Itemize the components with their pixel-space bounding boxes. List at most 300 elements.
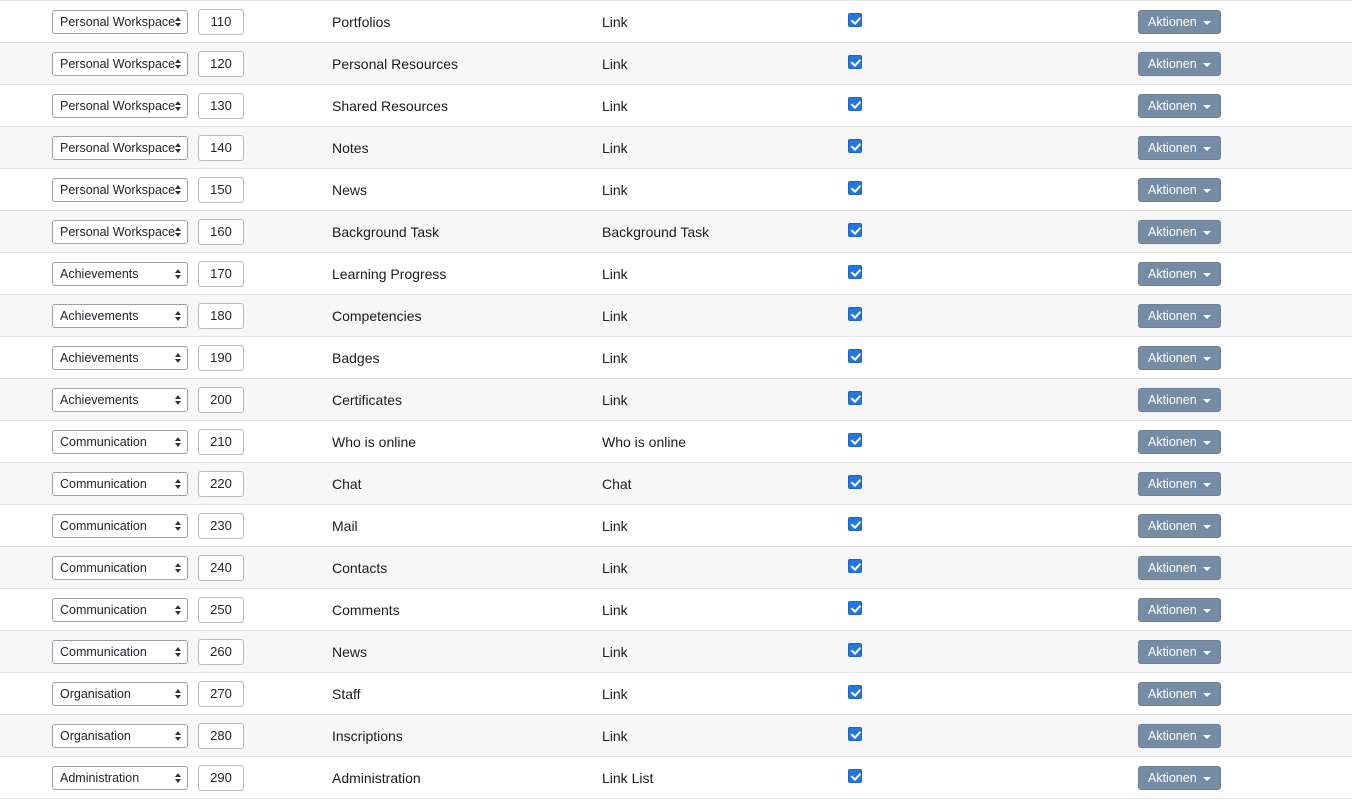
chevron-down-icon	[1203, 357, 1211, 361]
position-cell	[198, 715, 332, 757]
parent-select-value: Personal Workspace	[60, 14, 176, 29]
item-type: Link	[602, 643, 628, 660]
actions-button-label: Aktionen	[1148, 350, 1197, 365]
item-type: Link	[602, 517, 628, 534]
item-title: Who is online	[332, 433, 417, 450]
actions-dropdown-button[interactable]	[1138, 136, 1221, 160]
active-checkbox[interactable]	[848, 55, 862, 69]
actions-cell	[1138, 589, 1352, 631]
table-row	[0, 757, 1352, 799]
parent-select[interactable]	[52, 52, 188, 76]
title-cell	[332, 127, 602, 169]
actions-dropdown-button[interactable]	[1138, 472, 1221, 496]
actions-cell	[1138, 505, 1352, 547]
actions-dropdown-button[interactable]	[1138, 598, 1221, 622]
actions-dropdown-button[interactable]	[1138, 262, 1221, 286]
type-cell	[602, 589, 848, 631]
actions-button-label: Aktionen	[1148, 14, 1197, 29]
active-cell	[848, 85, 1138, 127]
position-input[interactable]	[198, 597, 244, 623]
parent-select-value: Communication	[60, 644, 147, 659]
position-cell	[198, 379, 332, 421]
parent-cell	[52, 379, 198, 421]
parent-select-value: Personal Workspace	[60, 140, 176, 155]
chevron-down-icon	[1203, 777, 1211, 781]
active-checkbox[interactable]	[848, 517, 862, 531]
active-checkbox[interactable]	[848, 181, 862, 195]
row-gutter	[0, 169, 52, 211]
parent-select[interactable]	[52, 514, 188, 538]
actions-cell	[1138, 463, 1352, 505]
table-row	[0, 337, 1352, 379]
select-updown-arrows-icon	[175, 311, 181, 321]
actions-cell	[1138, 253, 1352, 295]
position-input[interactable]	[198, 93, 244, 119]
title-cell	[332, 379, 602, 421]
active-cell	[848, 547, 1138, 589]
type-cell	[602, 505, 848, 547]
actions-button-label: Aktionen	[1148, 434, 1197, 449]
title-cell	[332, 43, 602, 85]
select-updown-arrows-icon	[175, 689, 181, 699]
active-cell	[848, 211, 1138, 253]
table-row	[0, 631, 1352, 673]
chevron-down-icon	[1203, 273, 1211, 277]
row-gutter	[0, 421, 52, 463]
item-type: Link	[602, 685, 628, 702]
chevron-down-icon	[1203, 399, 1211, 403]
item-type: Link	[602, 307, 628, 324]
title-cell	[332, 1, 602, 43]
item-type: Link	[602, 727, 628, 744]
parent-select-value: Personal Workspace	[60, 224, 176, 239]
active-cell	[848, 757, 1138, 799]
parent-select[interactable]	[52, 262, 188, 286]
title-cell	[332, 253, 602, 295]
active-checkbox[interactable]	[848, 643, 862, 657]
parent-select-value: Achievements	[60, 392, 139, 407]
parent-select-value: Communication	[60, 560, 147, 575]
position-input[interactable]	[198, 135, 244, 161]
row-gutter	[0, 127, 52, 169]
active-cell	[848, 43, 1138, 85]
position-input[interactable]	[198, 765, 244, 791]
active-cell	[848, 295, 1138, 337]
item-title: Certificates	[332, 391, 403, 408]
type-cell	[602, 211, 848, 253]
type-cell	[602, 715, 848, 757]
table-row	[0, 673, 1352, 715]
select-updown-arrows-icon	[175, 101, 181, 111]
row-gutter	[0, 589, 52, 631]
type-cell	[602, 379, 848, 421]
row-gutter	[0, 673, 52, 715]
parent-select[interactable]	[52, 430, 188, 454]
row-gutter	[0, 85, 52, 127]
actions-cell	[1138, 211, 1352, 253]
item-title: Competencies	[332, 307, 422, 324]
item-title: Inscriptions	[332, 727, 403, 744]
position-cell	[198, 421, 332, 463]
position-cell	[198, 169, 332, 211]
parent-cell	[52, 211, 198, 253]
actions-button-label: Aktionen	[1148, 56, 1197, 71]
chevron-down-icon	[1203, 231, 1211, 235]
select-updown-arrows-icon	[175, 185, 181, 195]
item-title: Notes	[332, 139, 369, 156]
select-updown-arrows-icon	[175, 353, 181, 363]
row-gutter	[0, 757, 52, 799]
position-input[interactable]	[198, 51, 244, 77]
active-cell	[848, 463, 1138, 505]
title-cell	[332, 169, 602, 211]
table-body	[0, 1, 1352, 799]
actions-button-label: Aktionen	[1148, 182, 1197, 197]
position-cell	[198, 505, 332, 547]
position-cell	[198, 253, 332, 295]
active-cell	[848, 379, 1138, 421]
actions-button-label: Aktionen	[1148, 560, 1197, 575]
parent-select[interactable]	[52, 94, 188, 118]
active-cell	[848, 127, 1138, 169]
select-updown-arrows-icon	[175, 59, 181, 69]
actions-dropdown-button[interactable]	[1138, 766, 1221, 790]
parent-select[interactable]	[52, 472, 188, 496]
table-row	[0, 295, 1352, 337]
row-gutter	[0, 1, 52, 43]
table-row	[0, 85, 1352, 127]
chevron-down-icon	[1203, 567, 1211, 571]
position-cell	[198, 43, 332, 85]
chevron-down-icon	[1203, 651, 1211, 655]
row-gutter	[0, 379, 52, 421]
title-cell	[332, 757, 602, 799]
select-updown-arrows-icon	[175, 17, 181, 27]
table-row	[0, 379, 1352, 421]
select-updown-arrows-icon	[175, 269, 181, 279]
parent-select-value: Organisation	[60, 728, 131, 743]
actions-dropdown-button[interactable]	[1138, 178, 1221, 202]
position-cell	[198, 547, 332, 589]
chevron-down-icon	[1203, 441, 1211, 445]
actions-cell	[1138, 421, 1352, 463]
actions-dropdown-button[interactable]	[1138, 640, 1221, 664]
actions-button-label: Aktionen	[1148, 728, 1197, 743]
active-checkbox[interactable]	[848, 265, 862, 279]
title-cell	[332, 337, 602, 379]
position-input[interactable]	[198, 513, 244, 539]
table-row	[0, 421, 1352, 463]
title-cell	[332, 631, 602, 673]
table-row	[0, 715, 1352, 757]
chevron-down-icon	[1203, 147, 1211, 151]
type-cell	[602, 757, 848, 799]
type-cell	[602, 43, 848, 85]
actions-cell	[1138, 379, 1352, 421]
parent-select-value: Personal Workspace	[60, 182, 176, 197]
parent-cell	[52, 127, 198, 169]
parent-select[interactable]	[52, 10, 188, 34]
parent-cell	[52, 589, 198, 631]
item-title: Staff	[332, 685, 361, 702]
actions-dropdown-button[interactable]	[1138, 556, 1221, 580]
select-updown-arrows-icon	[175, 395, 181, 405]
item-title: Administration	[332, 769, 421, 786]
title-cell	[332, 715, 602, 757]
actions-dropdown-button[interactable]	[1138, 304, 1221, 328]
active-checkbox[interactable]	[848, 685, 862, 699]
chevron-down-icon	[1203, 63, 1211, 67]
type-cell	[602, 1, 848, 43]
item-title: Shared Resources	[332, 97, 448, 114]
actions-dropdown-button[interactable]	[1138, 682, 1221, 706]
active-checkbox[interactable]	[848, 13, 862, 27]
parent-cell	[52, 253, 198, 295]
active-checkbox[interactable]	[848, 349, 862, 363]
table-row	[0, 547, 1352, 589]
table-row	[0, 211, 1352, 253]
position-input[interactable]	[198, 303, 244, 329]
position-cell	[198, 127, 332, 169]
actions-cell	[1138, 295, 1352, 337]
actions-button-label: Aktionen	[1148, 602, 1197, 617]
row-gutter	[0, 463, 52, 505]
position-input[interactable]	[198, 555, 244, 581]
position-input[interactable]	[198, 723, 244, 749]
title-cell	[332, 589, 602, 631]
select-updown-arrows-icon	[175, 521, 181, 531]
actions-dropdown-button[interactable]	[1138, 52, 1221, 76]
parent-select-value: Achievements	[60, 350, 139, 365]
item-type: Link	[602, 265, 628, 282]
actions-button-label: Aktionen	[1148, 770, 1197, 785]
actions-dropdown-button[interactable]	[1138, 430, 1221, 454]
actions-dropdown-button[interactable]	[1138, 94, 1221, 118]
parent-cell	[52, 547, 198, 589]
chevron-down-icon	[1203, 189, 1211, 193]
row-gutter	[0, 715, 52, 757]
parent-select[interactable]	[52, 178, 188, 202]
parent-select[interactable]	[52, 220, 188, 244]
item-title: Background Task	[332, 223, 440, 240]
actions-cell	[1138, 169, 1352, 211]
parent-cell	[52, 295, 198, 337]
type-cell	[602, 253, 848, 295]
item-type: Link	[602, 181, 628, 198]
active-cell	[848, 631, 1138, 673]
actions-cell	[1138, 673, 1352, 715]
parent-cell	[52, 505, 198, 547]
actions-button-label: Aktionen	[1148, 224, 1197, 239]
actions-button-label: Aktionen	[1148, 308, 1197, 323]
actions-cell	[1138, 43, 1352, 85]
item-title: Contacts	[332, 559, 388, 576]
active-checkbox[interactable]	[848, 475, 862, 489]
type-cell	[602, 169, 848, 211]
item-type: Link	[602, 391, 628, 408]
item-type: Link	[602, 139, 628, 156]
position-input[interactable]	[198, 681, 244, 707]
active-checkbox[interactable]	[848, 223, 862, 237]
parent-select-value: Communication	[60, 476, 147, 491]
parent-select[interactable]	[52, 640, 188, 664]
chevron-down-icon	[1203, 525, 1211, 529]
row-gutter	[0, 547, 52, 589]
select-updown-arrows-icon	[175, 731, 181, 741]
position-input[interactable]	[198, 471, 244, 497]
actions-cell	[1138, 337, 1352, 379]
type-cell	[602, 295, 848, 337]
chevron-down-icon	[1203, 609, 1211, 613]
actions-dropdown-button[interactable]	[1138, 724, 1221, 748]
position-input[interactable]	[198, 261, 244, 287]
item-title: News	[332, 181, 368, 198]
parent-select[interactable]	[52, 304, 188, 328]
actions-dropdown-button[interactable]	[1138, 388, 1221, 412]
position-input[interactable]	[198, 345, 244, 371]
table-row	[0, 505, 1352, 547]
position-cell	[198, 85, 332, 127]
row-gutter	[0, 505, 52, 547]
position-cell	[198, 337, 332, 379]
parent-cell	[52, 673, 198, 715]
actions-button-label: Aktionen	[1148, 392, 1197, 407]
title-cell	[332, 463, 602, 505]
title-cell	[332, 211, 602, 253]
title-cell	[332, 673, 602, 715]
actions-dropdown-button[interactable]	[1138, 10, 1221, 34]
active-checkbox[interactable]	[848, 769, 862, 783]
actions-button-label: Aktionen	[1148, 266, 1197, 281]
actions-dropdown-button[interactable]	[1138, 346, 1221, 370]
row-gutter	[0, 253, 52, 295]
parent-select[interactable]	[52, 598, 188, 622]
position-cell	[198, 673, 332, 715]
item-type: Link	[602, 55, 628, 72]
chevron-down-icon	[1203, 735, 1211, 739]
position-cell	[198, 757, 332, 799]
position-input[interactable]	[198, 639, 244, 665]
select-updown-arrows-icon	[175, 563, 181, 573]
actions-button-label: Aktionen	[1148, 476, 1197, 491]
position-cell	[198, 463, 332, 505]
actions-dropdown-button[interactable]	[1138, 514, 1221, 538]
actions-cell	[1138, 85, 1352, 127]
title-cell	[332, 547, 602, 589]
parent-select[interactable]	[52, 346, 188, 370]
type-cell	[602, 673, 848, 715]
item-title: Personal Resources	[332, 55, 459, 72]
active-checkbox[interactable]	[848, 433, 862, 447]
table-row	[0, 43, 1352, 85]
type-cell	[602, 421, 848, 463]
active-cell	[848, 337, 1138, 379]
position-input[interactable]	[198, 9, 244, 35]
row-gutter	[0, 211, 52, 253]
select-updown-arrows-icon	[175, 227, 181, 237]
actions-cell	[1138, 631, 1352, 673]
select-updown-arrows-icon	[175, 437, 181, 447]
parent-cell	[52, 85, 198, 127]
parent-cell	[52, 463, 198, 505]
table-row	[0, 463, 1352, 505]
select-updown-arrows-icon	[175, 479, 181, 489]
actions-button-label: Aktionen	[1148, 98, 1197, 113]
item-title: Mail	[332, 517, 358, 534]
item-title: Comments	[332, 601, 400, 618]
active-cell	[848, 169, 1138, 211]
actions-button-label: Aktionen	[1148, 518, 1197, 533]
chevron-down-icon	[1203, 105, 1211, 109]
position-cell	[198, 295, 332, 337]
actions-cell	[1138, 127, 1352, 169]
parent-select[interactable]	[52, 556, 188, 580]
active-checkbox[interactable]	[848, 307, 862, 321]
parent-select[interactable]	[52, 766, 188, 790]
active-cell	[848, 421, 1138, 463]
active-checkbox[interactable]	[848, 391, 862, 405]
table-row	[0, 1, 1352, 43]
parent-select-value: Achievements	[60, 308, 139, 323]
active-cell	[848, 589, 1138, 631]
item-type: Link List	[602, 769, 654, 786]
active-checkbox[interactable]	[848, 97, 862, 111]
table-row	[0, 127, 1352, 169]
active-checkbox[interactable]	[848, 601, 862, 615]
parent-select-value: Administration	[60, 770, 140, 785]
item-title: Badges	[332, 349, 380, 366]
active-checkbox[interactable]	[848, 559, 862, 573]
item-type: Link	[602, 349, 628, 366]
actions-cell	[1138, 715, 1352, 757]
parent-select[interactable]	[52, 682, 188, 706]
parent-select-value: Communication	[60, 602, 147, 617]
parent-cell	[52, 715, 198, 757]
position-input[interactable]	[198, 387, 244, 413]
item-title: Learning Progress	[332, 265, 447, 282]
parent-cell	[52, 631, 198, 673]
actions-cell	[1138, 1, 1352, 43]
item-title: Portfolios	[332, 13, 391, 30]
parent-cell	[52, 43, 198, 85]
parent-cell	[52, 757, 198, 799]
parent-select[interactable]	[52, 136, 188, 160]
type-cell	[602, 463, 848, 505]
type-cell	[602, 127, 848, 169]
position-input[interactable]	[198, 177, 244, 203]
active-checkbox[interactable]	[848, 139, 862, 153]
parent-cell	[52, 421, 198, 463]
type-cell	[602, 547, 848, 589]
active-checkbox[interactable]	[848, 727, 862, 741]
item-type: Link	[602, 97, 628, 114]
actions-dropdown-button[interactable]	[1138, 220, 1221, 244]
position-input[interactable]	[198, 429, 244, 455]
item-type: Background Task	[602, 223, 710, 240]
type-cell	[602, 85, 848, 127]
table-row	[0, 589, 1352, 631]
select-updown-arrows-icon	[175, 773, 181, 783]
parent-select[interactable]	[52, 388, 188, 412]
title-cell	[332, 85, 602, 127]
row-gutter	[0, 295, 52, 337]
parent-cell	[52, 1, 198, 43]
actions-button-label: Aktionen	[1148, 686, 1197, 701]
position-input[interactable]	[198, 219, 244, 245]
parent-select[interactable]	[52, 724, 188, 748]
parent-select-value: Communication	[60, 518, 147, 533]
item-title: News	[332, 643, 368, 660]
